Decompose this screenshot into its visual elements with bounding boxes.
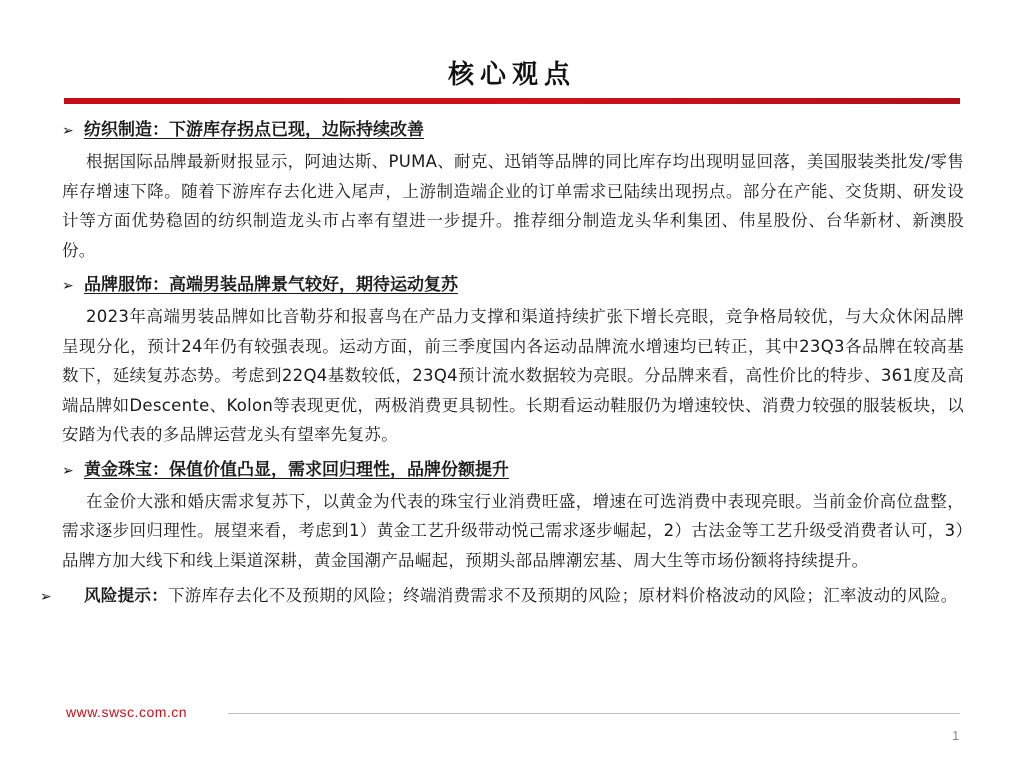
content-area bbox=[40, 116, 964, 613]
risk-notice bbox=[40, 581, 964, 613]
section-heading bbox=[62, 271, 964, 300]
arrow-bullet-icon: ➢ bbox=[62, 462, 74, 479]
section-heading-text: 黄金珠宝：保值价值凸显，需求回归理性，品牌份额提升 bbox=[84, 459, 509, 480]
section-heading-text: 纺织制造：下游库存拐点已现，边际持续改善 bbox=[84, 120, 424, 140]
section-textile-manufacturing bbox=[62, 116, 964, 265]
footer-website-link[interactable]: www.swsc.com.cn bbox=[66, 704, 188, 720]
page-number: 1 bbox=[952, 728, 960, 743]
section-body: 根据国际品牌最新财报显示，阿迪达斯、PUMA、耐克、迅销等品牌的同比库存均出现明显回落，美国服装类批发/零售库存增速下降。随着下游库存去化进入尾声，上游制造端企业的订单需求已陆续出现拐点。部分在产能、交货期、研发设计等方面优势稳固的纺织制造龙头市占率有望进一步提升。推荐细分制造龙头华利集团、伟星股份、台华新材、新澳股份。 bbox=[62, 152, 964, 260]
section-gold-jewelry bbox=[62, 456, 964, 576]
arrow-bullet-icon: ➢ bbox=[40, 589, 53, 605]
risk-label: 风险提示： bbox=[84, 586, 168, 605]
section-heading bbox=[62, 116, 964, 145]
title-divider-bar bbox=[64, 98, 960, 104]
section-body: 2023年高端男装品牌如比音勒芬和报喜鸟在产品力支撑和渠道持续扩张下增长亮眼，竞争格局较优，与大众休闲品牌呈现分化，预计24年仍有较强表现。运动方面，前三季度国内各运动品牌流水增速均已转正，其中23Q3各品牌在较高基数下，延续复苏态势。考虑到22Q4基数较低，23Q4预计流水数据较为亮眼。分品牌来看，高性价比的特步、361度及高端品牌如Descente、Kolon等表现更优，两极消费更具韧性。长期看运动鞋服仍为增速较快、消费力较强的服装板块，以安踏为代表的多品牌运营龙头有望率先复苏。 bbox=[62, 307, 964, 444]
section-brand-apparel bbox=[62, 271, 964, 450]
section-body: 在金价大涨和婚庆需求复苏下，以黄金为代表的珠宝行业消费旺盛，增速在可选消费中表现亮眼。当前金价高位盘整，需求逐步回归理性。展望来看，考虑到1）黄金工艺升级带动悦己需求逐步崛起，2）古法金等工艺升级受消费者认可，3）品牌方加大线下和线上渠道深耕，黄金国潮产品崛起，预期头部品牌潮宏基、周大生等市场份额将持续提升。 bbox=[62, 491, 964, 570]
arrow-bullet-icon: ➢ bbox=[62, 278, 74, 294]
footer-divider bbox=[228, 713, 960, 714]
section-heading bbox=[62, 456, 964, 485]
page-title: 核心观点 bbox=[447, 60, 576, 90]
section-heading-text: 品牌服饰：高端男装品牌景气较好，期待运动复苏 bbox=[84, 275, 458, 295]
risk-text: 下游库存去化不及预期的风险；终端消费需求不及预期的风险；原材料价格波动的风险；汇率波动的风险。 bbox=[168, 586, 958, 605]
arrow-bullet-icon: ➢ bbox=[62, 123, 74, 139]
